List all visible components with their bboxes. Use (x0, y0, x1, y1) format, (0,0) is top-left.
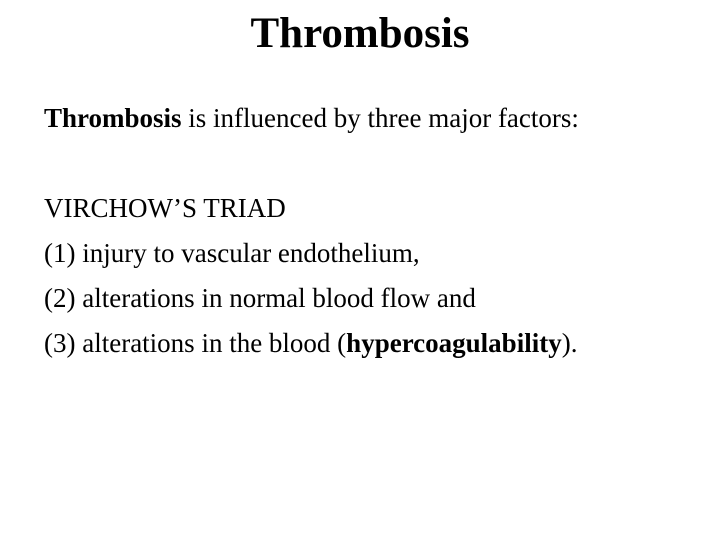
factor-3-bold-term: hypercoagulability (346, 328, 562, 358)
intro-text: is influenced by three major factors: (181, 103, 579, 133)
spacer (44, 141, 714, 186)
factor-3-text-after: ). (561, 328, 578, 358)
factor-3-text-before: (3) alterations in the blood ( (44, 328, 347, 358)
factor-3 (44, 321, 714, 366)
intro-line (44, 96, 714, 141)
slide-title: Thrombosis (250, 10, 470, 57)
triad-heading: VIRCHOW’S TRIAD (44, 193, 286, 223)
factor-1: (1) injury to vascular endothelium, (44, 238, 420, 268)
slide-body (44, 96, 714, 366)
factor-2: (2) alterations in normal blood flow and (44, 283, 476, 313)
intro-term: Thrombosis (44, 103, 182, 133)
